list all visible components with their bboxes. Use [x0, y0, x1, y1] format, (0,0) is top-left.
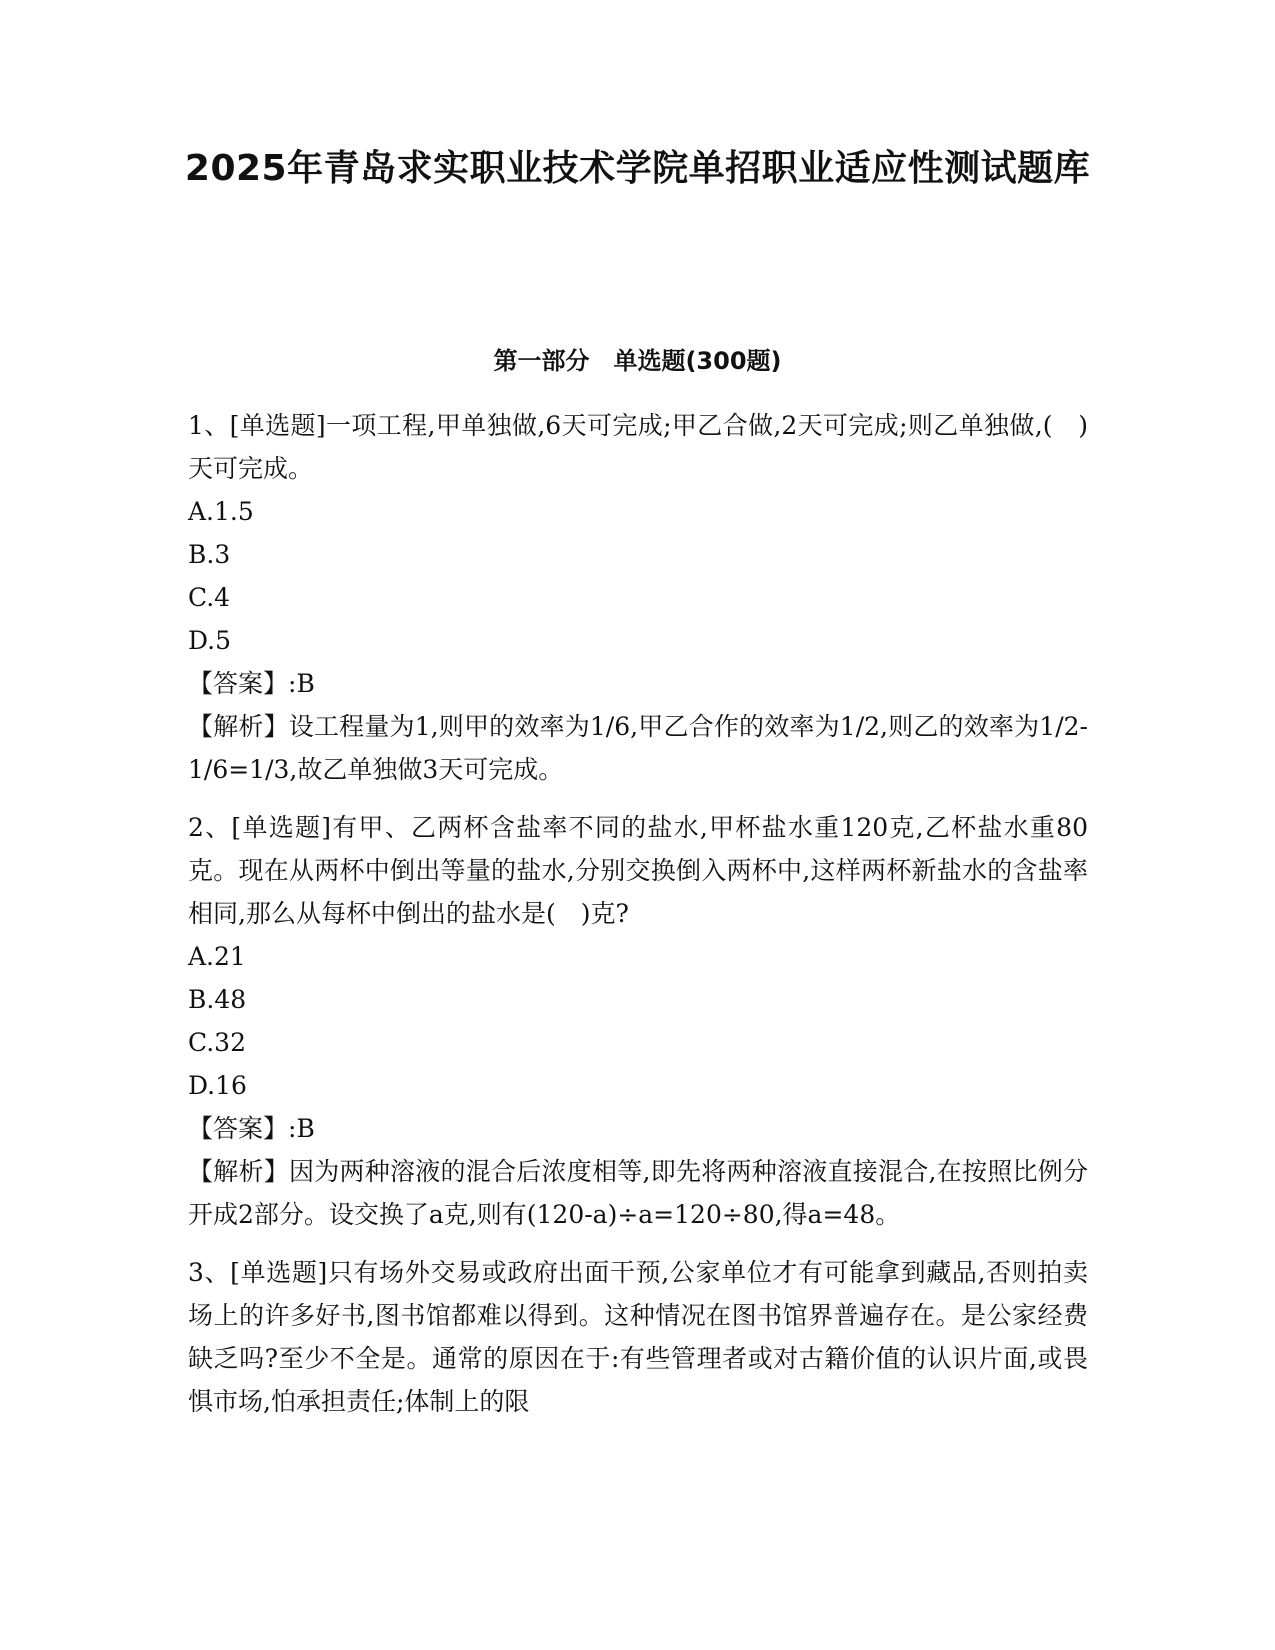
document-title: 2025年青岛求实职业技术学院单招职业适应性测试题库: [184, 148, 1091, 189]
option-b: B.3: [188, 540, 231, 569]
answer-label: 【答案】:: [188, 669, 297, 698]
question-3: [188, 1251, 1088, 1423]
answer-value: B: [296, 669, 315, 698]
answer-line: [188, 662, 1088, 705]
option-c: C.32: [188, 1028, 246, 1057]
explanation-text: 设工程量为1,则甲的效率为1/6,甲乙合作的效率为1/2,则乙的效率为1/2-1/6=1/3,故乙单独做3天可完成。: [188, 712, 1088, 784]
question-text: 2、[单选题]有甲、乙两杯含盐率不同的盐水,甲杯盐水重120克,乙杯盐水重80克。现在从两杯中倒出等量的盐水,分别交换倒入两杯中,这样两杯新盐水的含盐率相同,那么从每杯中倒出的盐水是( )克?: [188, 813, 1088, 928]
explanation-text: 因为两种溶液的混合后浓度相等,即先将两种溶液直接混合,在按照比例分开成2部分。设交换了a克,则有(120-a)÷a=120÷80,得a=48。: [188, 1157, 1088, 1229]
question-text: 3、[单选题]只有场外交易或政府出面干预,公家单位才有可能拿到藏品,否则拍卖场上的许多好书,图书馆都难以得到。这种情况在图书馆界普遍存在。是公家经费缺乏吗?至少不全是。通常的原因在于:有些管理者或对古籍价值的认识片面,或畏惧市场,怕承担责任;体制上的限: [188, 1258, 1088, 1416]
explanation-label: 【解析】: [188, 1157, 290, 1186]
answer-line: [188, 1107, 1088, 1150]
option-a: A.1.5: [188, 497, 254, 526]
answer-value: B: [296, 1114, 315, 1143]
explanation-label: 【解析】: [188, 712, 289, 741]
option-d: D.16: [188, 1071, 247, 1100]
question-text: 1、[单选题]一项工程,甲单独做,6天可完成;甲乙合做,2天可完成;则乙单独做,( )天可完成。: [188, 411, 1088, 483]
explanation-line: [188, 1150, 1088, 1236]
section-heading: 第一部分 单选题(300题): [493, 347, 782, 375]
option-c: C.4: [188, 583, 231, 612]
question-list: [188, 404, 1088, 1438]
question-2: [188, 806, 1088, 1236]
option-b: B.48: [188, 985, 247, 1014]
question-1: [188, 404, 1088, 791]
answer-label: 【答案】:: [188, 1114, 297, 1143]
option-d: D.5: [188, 626, 232, 655]
option-a: A.21: [188, 942, 246, 971]
explanation-line: [188, 705, 1088, 791]
